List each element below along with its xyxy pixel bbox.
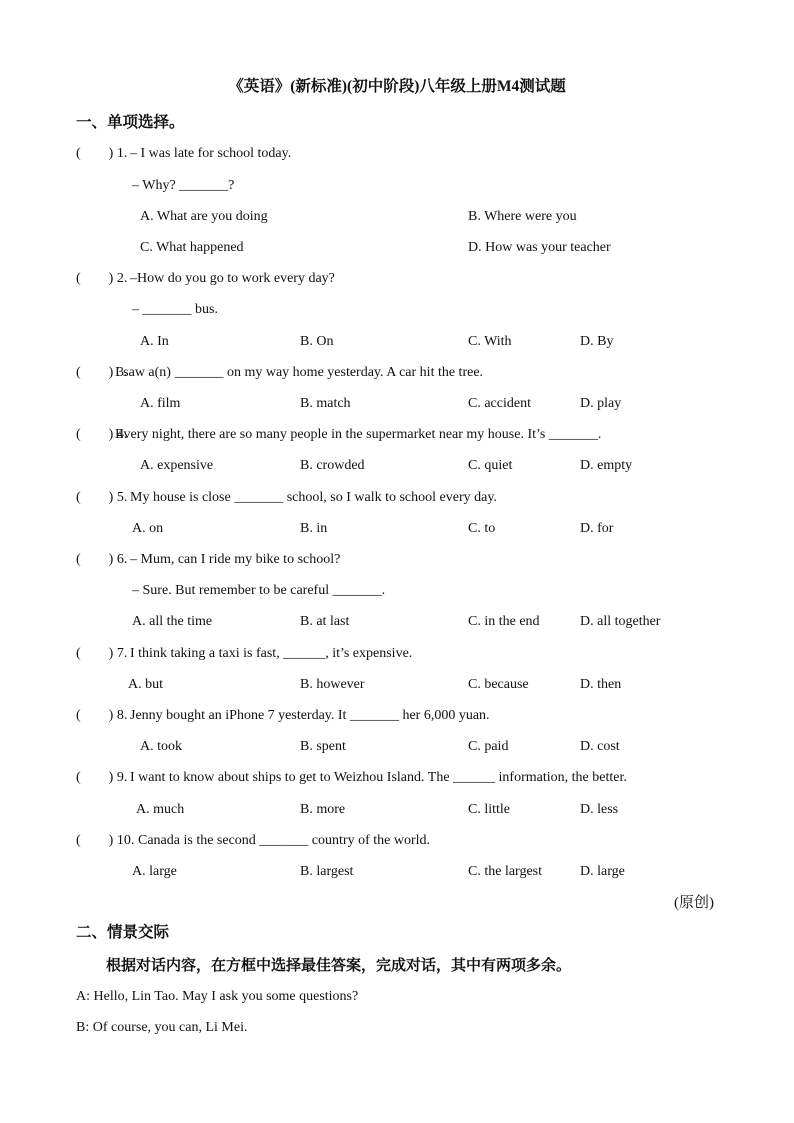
question-8-option-a: A. took — [140, 739, 182, 754]
question-7-number: ( ) 7. — [76, 646, 128, 661]
question-2-number: ( ) 2. — [76, 271, 128, 286]
question-8-number: ( ) 8. — [76, 708, 128, 723]
section1-heading: 一、单项选择。 — [76, 114, 185, 131]
question-5-number: ( ) 5. — [76, 490, 128, 505]
question-9-option-d: D. less — [580, 802, 619, 817]
question-2-option-d: D. By — [580, 334, 614, 349]
question-6-option-c: C. in the end — [468, 614, 540, 629]
question-1-option-a: A. What are you doing — [140, 209, 268, 224]
question-9-stem: I want to know about ships to get to Weizhou Island. The ______ information, the better. — [130, 770, 627, 785]
question-9-option-c: C. little — [468, 802, 510, 817]
question-1-number: ( ) 1. — [76, 146, 128, 161]
question-1-option-c: C. What happened — [140, 240, 244, 255]
question-6-option-d: D. all together — [580, 614, 661, 629]
question-7-option-a: A. but — [128, 677, 163, 692]
question-4-option-a: A. expensive — [140, 458, 214, 473]
question-3-number: ( ) 3. — [76, 365, 128, 380]
question-1-stem-reply: – Why? _______? — [132, 178, 235, 193]
question-1-stem: – I was late for school today. — [130, 146, 292, 161]
question-3-option-c: C. accident — [468, 396, 531, 411]
question-4-number: ( ) 4. — [76, 427, 128, 442]
question-6-number: ( ) 6. — [76, 552, 128, 567]
question-2-stem-reply: – _______ bus. — [132, 302, 218, 317]
question-8-option-d: D. cost — [580, 739, 620, 754]
question-4-option-c: C. quiet — [468, 458, 513, 473]
dialog-line: A: Hello, Lin Tao. May I ask you some questions? — [76, 989, 359, 1004]
question-4-option-b: B. crowded — [300, 458, 365, 473]
question-7-option-d: D. then — [580, 677, 622, 692]
question-3-option-a: A. film — [140, 396, 181, 411]
question-2-stem: –How do you go to work every day? — [130, 271, 335, 286]
section2-heading: 二、情景交际 — [76, 924, 170, 941]
section2-instruction: 根据对话内容，在方框中选择最佳答案，完成对话，其中有两项多余。 — [106, 958, 572, 974]
question-6-option-b: B. at last — [300, 614, 350, 629]
question-2-option-c: C. With — [468, 334, 512, 349]
question-5-option-a: A. on — [132, 521, 164, 536]
question-8-stem: Jenny bought an iPhone 7 yesterday. It _______ her 6,000 yuan. — [130, 708, 490, 723]
question-5-option-c: C. to — [468, 521, 496, 536]
question-1-option-b: B. Where were you — [468, 209, 577, 224]
question-3-option-d: D. play — [580, 396, 622, 411]
question-8-option-b: B. spent — [300, 739, 346, 754]
question-10-option-c: C. the largest — [468, 864, 543, 879]
question-1-option-d: D. How was your teacher — [468, 240, 611, 255]
question-6-stem-reply: – Sure. But remember to be careful _______. — [132, 583, 386, 598]
question-2-option-b: B. On — [300, 334, 334, 349]
question-4-option-d: D. empty — [580, 458, 633, 473]
question-3-stem: I saw a(n) _______ on my way home yesterday. A car hit the tree. — [115, 365, 484, 380]
question-5-option-d: D. for — [580, 521, 614, 536]
question-7-option-c: C. because — [468, 677, 529, 692]
question-2-option-a: A. In — [140, 334, 169, 349]
question-6-stem: – Mum, can I ride my bike to school? — [130, 552, 341, 567]
question-10-number: ( ) 10. — [76, 833, 135, 848]
question-6-option-a: A. all the time — [132, 614, 213, 629]
source-note: (原创) — [674, 895, 714, 911]
question-10-stem: Canada is the second _______ country of the world. — [138, 833, 430, 848]
question-8-option-c: C. paid — [468, 739, 509, 754]
question-10-option-d: D. large — [580, 864, 625, 879]
question-10-option-b: B. largest — [300, 864, 354, 879]
dialog-line: B: Of course, you can, Li Mei. — [76, 1020, 248, 1035]
question-4-stem: Every night, there are so many people in the supermarket near my house. It’s _______. — [115, 427, 602, 442]
question-9-number: ( ) 9. — [76, 770, 128, 785]
question-7-option-b: B. however — [300, 677, 365, 692]
question-9-option-a: A. much — [136, 802, 185, 817]
question-5-stem: My house is close _______ school, so I walk to school every day. — [130, 490, 497, 505]
question-9-option-b: B. more — [300, 802, 346, 817]
page-title: 《英语》(新标准)(初中阶段)八年级上册M4测试题 — [228, 78, 566, 95]
question-3-option-b: B. match — [300, 396, 351, 411]
question-5-option-b: B. in — [300, 521, 328, 536]
question-10-option-a: A. large — [132, 864, 177, 879]
question-7-stem: I think taking a taxi is fast, ______, it’s expensive. — [130, 646, 413, 661]
